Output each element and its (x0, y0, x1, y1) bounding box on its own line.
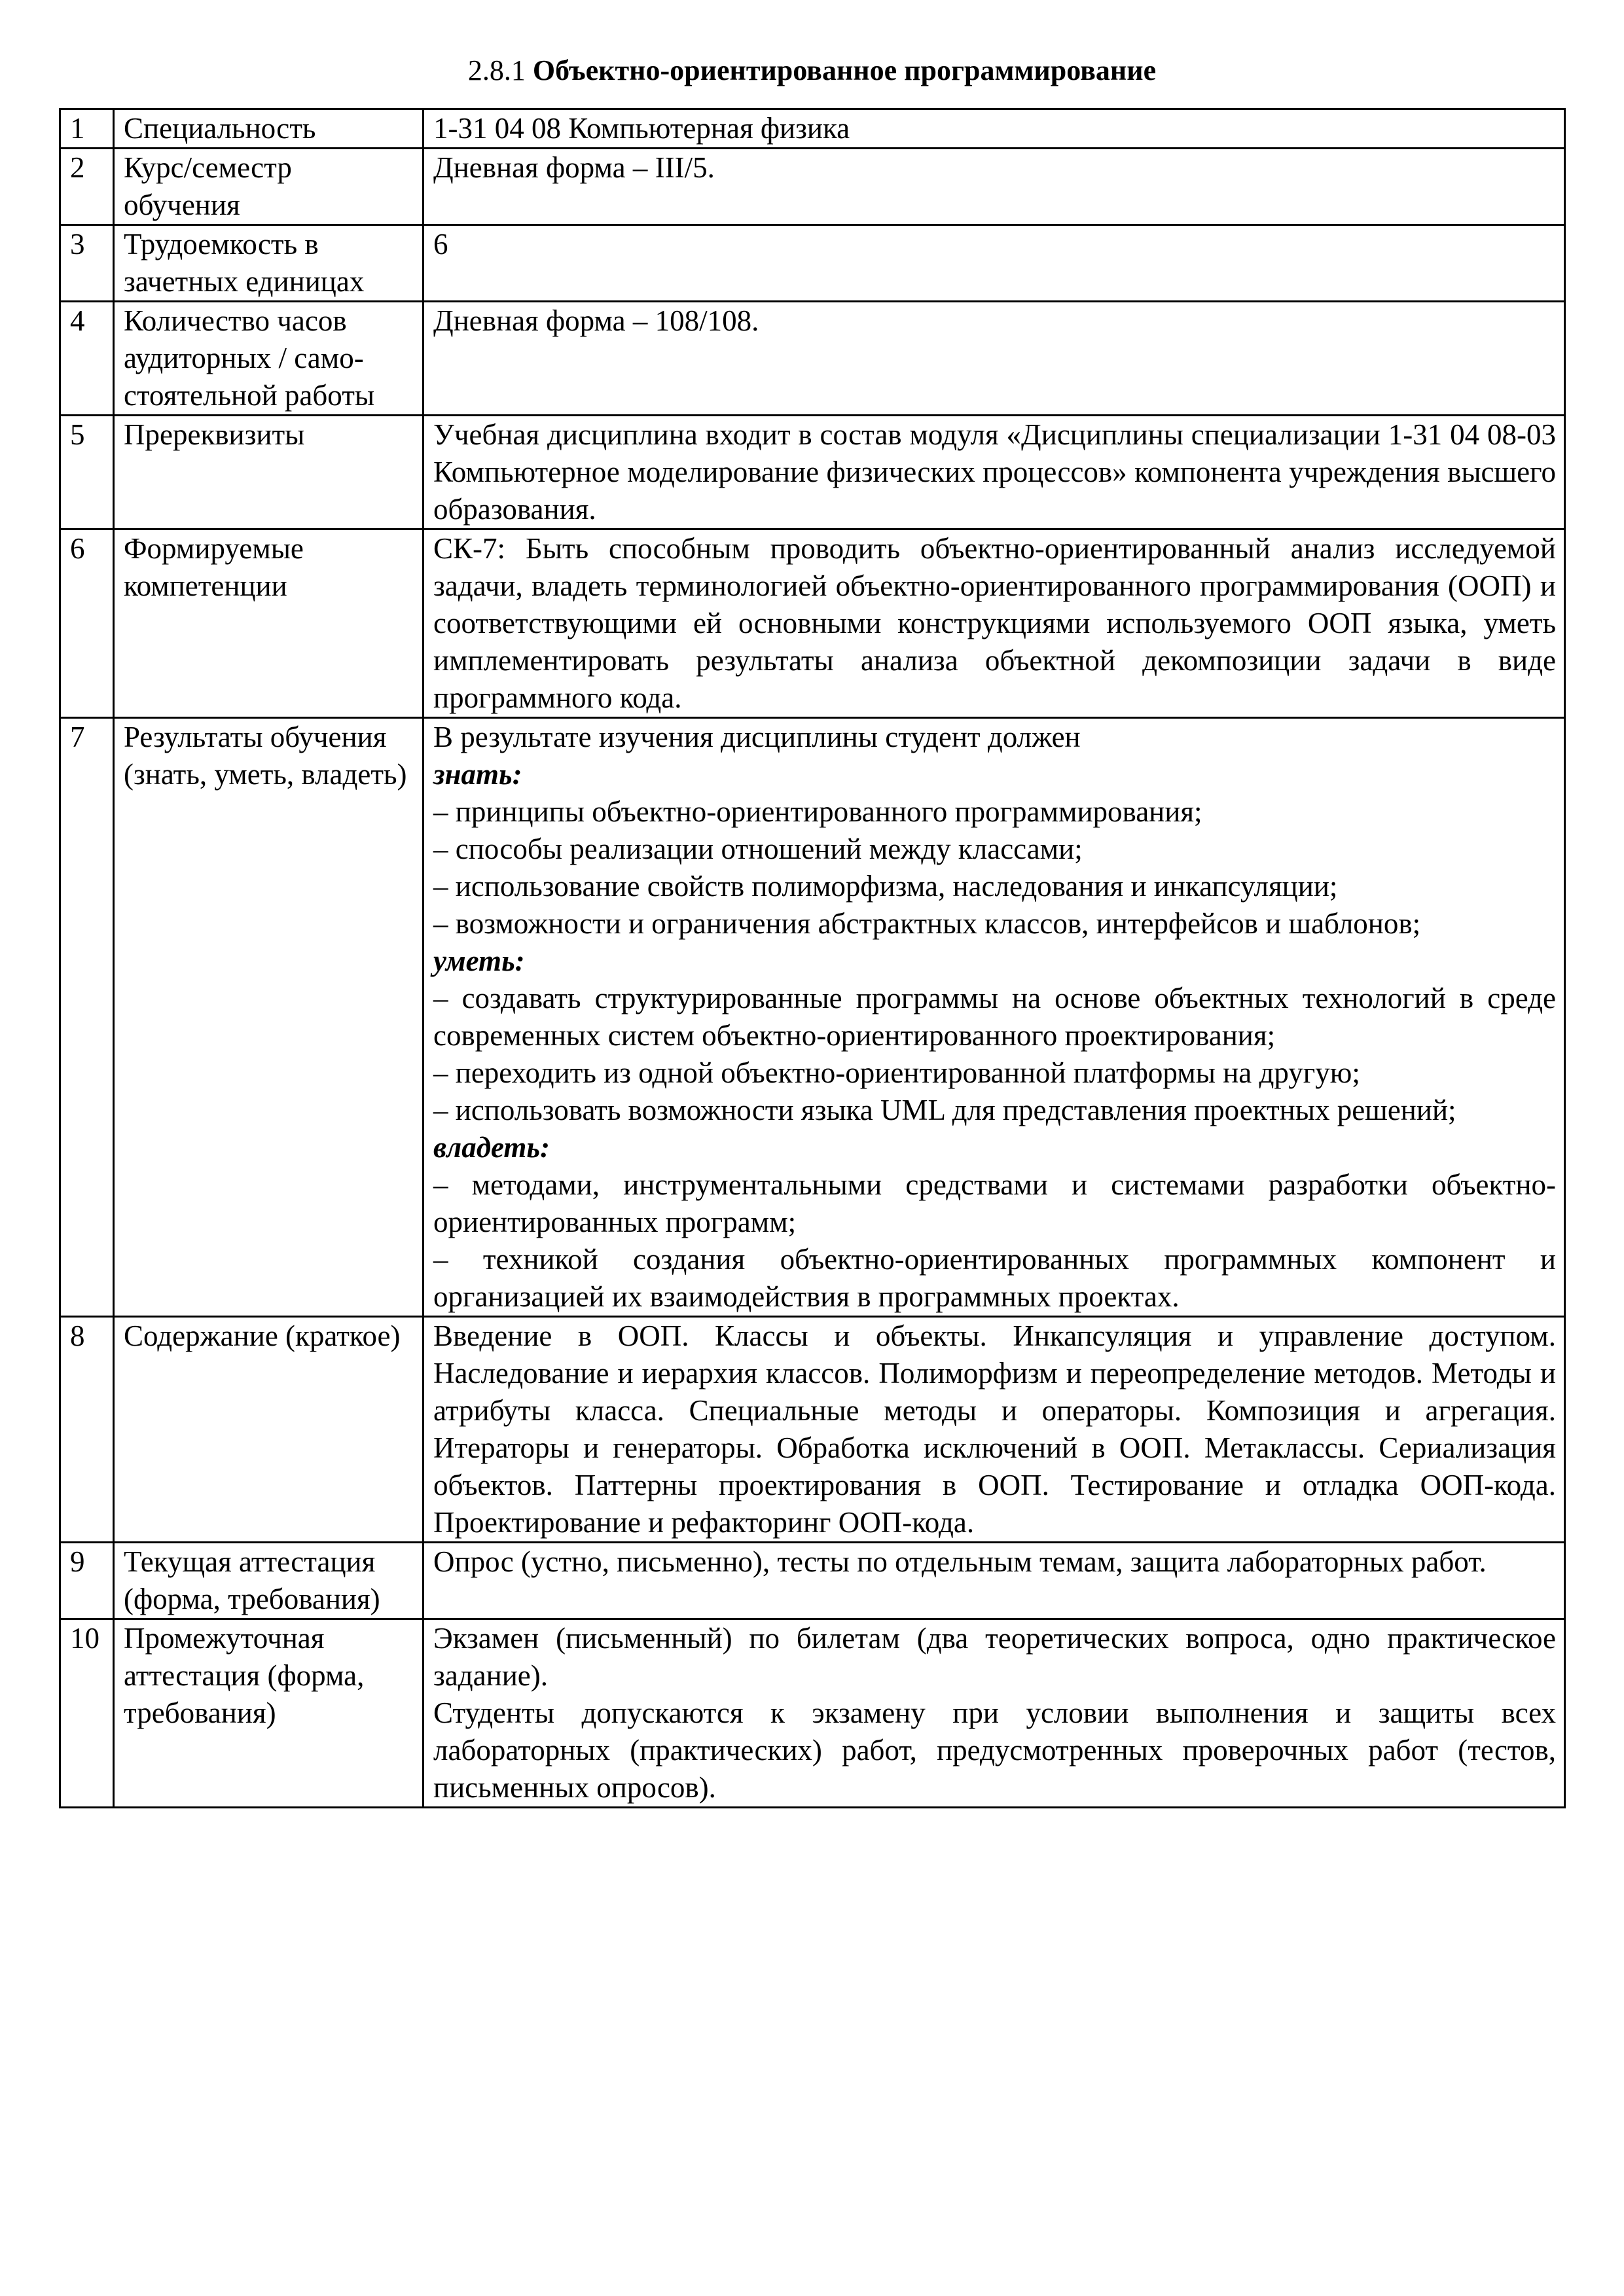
row-label: Курс/семестр обучения (114, 149, 424, 225)
list-item: – техникой создания объектно-ориентированных программных компонент и организацией их взаимодействия в программных проектах. (433, 1243, 1556, 1313)
section-heading: Объектно-ориентированное программирование (532, 54, 1157, 86)
learning-outcomes (424, 718, 1565, 1317)
section-number: 2.8.1 (467, 54, 526, 86)
row-label: Трудоемкость в зачетных единицах (114, 225, 424, 302)
exam-description: Экзамен (письменный) по билетам (два теоретических вопроса, одно практическое задание). (433, 1622, 1556, 1692)
list-item: – переходить из одной объектно-ориентированной платформы на другую; (433, 1056, 1360, 1089)
row-number: 7 (60, 718, 114, 1317)
list-item: – принципы объектно-ориентированного программирования; (433, 795, 1202, 828)
table-row (60, 109, 1565, 149)
list-item: – создавать структурированные программы на основе объектных технологий в среде современных систем объектно-ориентированного проектирования; (433, 982, 1556, 1052)
row-number: 3 (60, 225, 114, 302)
row-value (424, 1619, 1565, 1808)
row-value: Опрос (устно, письменно), тесты по отдельным темам, защита лабораторных работ. (424, 1543, 1565, 1619)
row-number: 1 (60, 109, 114, 149)
own-heading: владеть: (433, 1131, 550, 1164)
row-number: 2 (60, 149, 114, 225)
row-label: Результаты обучения (знать, уметь, владеть) (114, 718, 424, 1317)
row-label: Содержание (краткое) (114, 1317, 424, 1543)
outcomes-intro: В результате изучения дисциплины студент должен (433, 721, 1081, 753)
row-number: 4 (60, 302, 114, 416)
know-heading: знать: (433, 758, 522, 791)
section-title (0, 52, 1624, 89)
row-value: Введение в ООП. Классы и объекты. Инкапсуляция и управление доступом. Наследование и иерархия классов. Полиморфизм и переопределение методов. Методы и атрибуты класса. Специальные методы и операторы. Композиция и агрегация. Итераторы и генераторы. Обработка исключений в ООП. Метаклассы. Сериализация объектов. Паттерны проектирования в ООП. Тестирование и отладка ООП-кода. Проектирование и рефакторинг ООП-кода. (424, 1317, 1565, 1543)
table-row (60, 529, 1565, 718)
row-value: Дневная форма – III/5. (424, 149, 1565, 225)
row-label: Специальность (114, 109, 424, 149)
row-number: 9 (60, 1543, 114, 1619)
row-value: СК-7: Быть способным проводить объектно-ориентированный анализ исследуемой задачи, владеть терминологией объектно-ориентированного программирования (ООП) и соответствующими ей основными конструкциями используемого ООП языка, уметь имплементировать результаты анализа объектной декомпозиции задачи в виде программного кода. (424, 529, 1565, 718)
table-row (60, 1619, 1565, 1808)
table-row (60, 225, 1565, 302)
row-label: Промежуточная аттестация (форма, требования) (114, 1619, 424, 1808)
row-value: 6 (424, 225, 1565, 302)
table-row (60, 416, 1565, 529)
list-item: – методами, инструментальными средствами и системами разработки объектно-ориентированных программ; (433, 1168, 1556, 1238)
row-label: Количество часов аудиторных / само-стоятельной работы (114, 302, 424, 416)
row-number: 5 (60, 416, 114, 529)
table-row (60, 718, 1565, 1317)
list-item: – использовать возможности языка UML для представления проектных решений; (433, 1094, 1456, 1126)
row-value: Дневная форма – 108/108. (424, 302, 1565, 416)
list-item: – возможности и ограничения абстрактных классов, интерфейсов и шаблонов; (433, 907, 1421, 940)
list-item: – использование свойств полиморфизма, наследования и инкапсуляции; (433, 870, 1338, 903)
row-label: Формируемые компетенции (114, 529, 424, 718)
row-value: 1-31 04 08 Компьютерная физика (424, 109, 1565, 149)
table-row (60, 1317, 1565, 1543)
list-item: – способы реализации отношений между классами; (433, 833, 1083, 865)
table-row (60, 1543, 1565, 1619)
table-row (60, 149, 1565, 225)
row-label: Текущая аттестация (форма, требования) (114, 1543, 424, 1619)
row-number: 6 (60, 529, 114, 718)
exam-admission: Студенты допускаются к экзамену при условии выполнения и защиты всех лабораторных (практических) работ, предусмотренных проверочных работ (тестов, письменных опросов). (433, 1696, 1556, 1804)
can-heading: уметь: (433, 944, 525, 977)
row-number: 10 (60, 1619, 114, 1808)
table-row (60, 302, 1565, 416)
row-label: Пререквизиты (114, 416, 424, 529)
row-value: Учебная дисциплина входит в состав модуля «Дисциплины специализации 1-31 04 08-03 Компьютерное моделирование физических процессов» компонента учреждения высшего образования. (424, 416, 1565, 529)
row-number: 8 (60, 1317, 114, 1543)
course-spec-table (59, 108, 1566, 1808)
